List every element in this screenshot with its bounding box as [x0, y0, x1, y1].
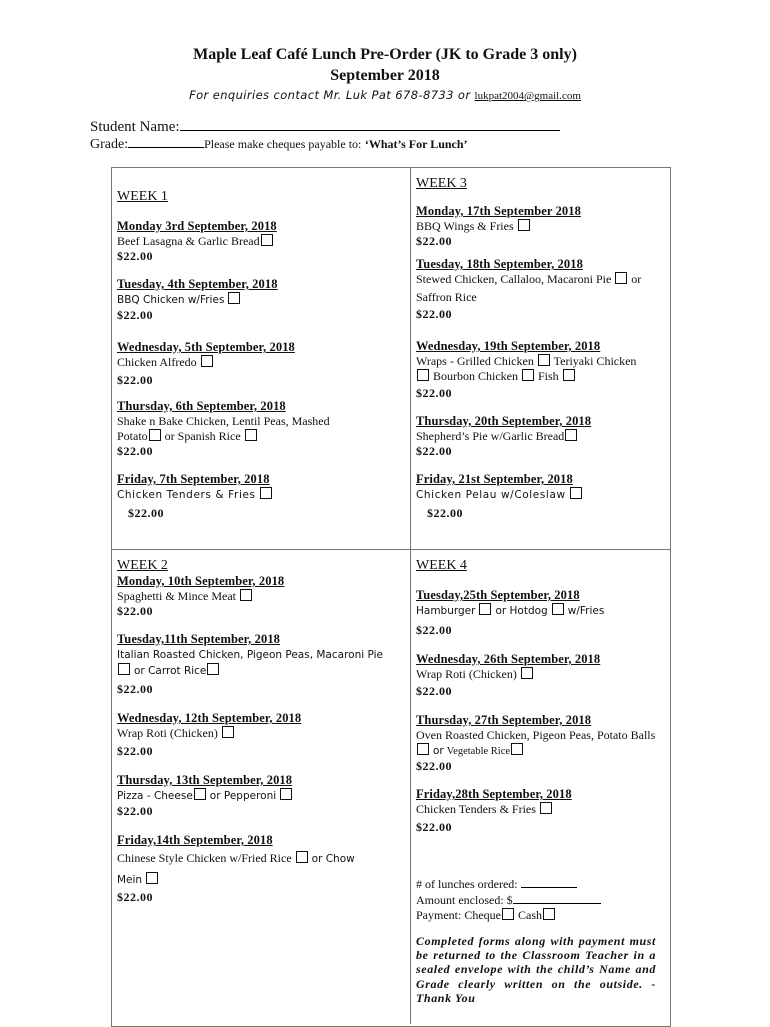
week1-thu-date: Thursday, 6th September, 2018 [117, 399, 286, 413]
week3-fri-price: $22.00 [427, 506, 463, 520]
grade-line[interactable] [128, 135, 204, 148]
grade-label: Grade: [90, 137, 129, 152]
checkbox[interactable] [228, 292, 240, 304]
week1-cell [117, 189, 407, 521]
week2-title: WEEK 2 [117, 558, 168, 573]
week4-wed-date: Wednesday, 26th September, 2018 [416, 652, 601, 666]
week3-wed-meal: Wraps - Grilled Chicken Teriyaki Chicken Bourbon Chicken Fish [416, 354, 637, 383]
week2-cell [117, 558, 407, 905]
checkbox[interactable] [563, 369, 575, 381]
lunches-line[interactable] [521, 876, 577, 888]
week4-thu-meal: Oven Roasted Chicken, Pigeon Peas, Potato Balls or Vegetable Rice [416, 728, 656, 757]
week3-fri-date: Friday, 21st September, 2018 [416, 472, 573, 486]
week1-title: WEEK 1 [117, 189, 168, 204]
week1-wed-meal: Chicken Alfredo [117, 355, 407, 370]
checkbox[interactable] [261, 234, 273, 246]
checkbox[interactable] [538, 354, 550, 366]
week1-mon-date: Monday 3rd September, 2018 [117, 219, 277, 233]
checkbox[interactable] [194, 788, 206, 800]
week2-mon-date: Monday, 10th September, 2018 [117, 574, 285, 588]
amount-enclosed-field[interactable]: Amount enclosed: $ [416, 892, 666, 908]
checkbox[interactable] [207, 663, 219, 675]
week4-tue-date: Tuesday,25th September, 2018 [416, 588, 580, 602]
week4-fri-price: $22.00 [416, 820, 452, 834]
week4-wed-meal: Wrap Roti (Chicken) [416, 667, 706, 682]
checkbox[interactable] [540, 802, 552, 814]
week4-tue-meal: Hamburger or Hotdog w/Fries [416, 605, 605, 617]
week1-mon-price: $22.00 [117, 249, 153, 263]
week4-tue-price: $22.00 [416, 623, 452, 637]
checkbox[interactable] [118, 663, 130, 675]
student-name-field[interactable] [90, 117, 560, 136]
cheque-note: Please make cheques payable to: [204, 137, 362, 151]
checkbox[interactable] [552, 603, 564, 615]
checkbox[interactable] [522, 369, 534, 381]
week1-thu-price: $22.00 [117, 444, 153, 458]
week1-fri-price: $22.00 [128, 506, 164, 520]
week2-thu-price: $22.00 [117, 804, 153, 818]
week4-thu-date: Thursday, 27th September, 2018 [416, 713, 592, 727]
week1-wed-date: Wednesday, 5th September, 2018 [117, 340, 295, 354]
week2-mon-price: $22.00 [117, 604, 153, 618]
checkbox[interactable] [570, 487, 582, 499]
checkbox[interactable] [479, 603, 491, 615]
week1-mon-meal: Beef Lasagna & Garlic Bread [117, 234, 407, 249]
checkbox[interactable] [222, 726, 234, 738]
week3-title: WEEK 3 [416, 176, 467, 191]
week1-fri-meal: Chicken Tenders & Fries [117, 487, 407, 503]
contact-text: For enquiries contact Mr. Luk Pat 678-8733 or [189, 88, 471, 102]
week2-wed-meal: Wrap Roti (Chicken) [117, 726, 407, 741]
row-divider [111, 549, 671, 550]
week3-mon-meal: BBQ Wings & Fries [416, 219, 706, 234]
week3-fri-meal: Chicken Pelau w/Coleslaw [416, 487, 706, 503]
payee: ‘What’s For Lunch’ [364, 137, 468, 151]
week3-wed-price: $22.00 [416, 386, 452, 400]
week2-fri-price: $22.00 [117, 890, 153, 904]
week2-wed-price: $22.00 [117, 744, 153, 758]
week3-thu-price: $22.00 [416, 444, 452, 458]
week3-thu-date: Thursday, 20th September, 2018 [416, 414, 592, 428]
week2-thu-meal: Pizza - Cheese or Pepperoni [117, 788, 407, 804]
week2-tue-meal: Italian Roasted Chicken, Pigeon Peas, Macaroni Pie or Carrot Rice [117, 649, 383, 677]
week3-tue-date: Tuesday, 18th September, 2018 [416, 257, 583, 271]
checkbox[interactable] [280, 788, 292, 800]
cash-checkbox[interactable] [543, 908, 555, 920]
contact-email[interactable]: lukpat2004@gmail.com [474, 90, 581, 102]
week2-tue-price: $22.00 [117, 682, 153, 696]
week1-thu-meal: Shake n Bake Chicken, Lentil Peas, Mashed Potato or Spanish Rice [117, 414, 330, 443]
student-name-label: Student Name: [90, 119, 180, 135]
week1-tue-date: Tuesday, 4th September, 2018 [117, 277, 278, 291]
grade-field[interactable] [90, 135, 468, 153]
checkbox[interactable] [521, 667, 533, 679]
checkbox[interactable] [511, 743, 523, 755]
payment-method: Payment: Cheque Cash [416, 908, 666, 923]
week2-mon-meal: Spaghetti & Mince Meat [117, 589, 407, 604]
checkbox[interactable] [245, 429, 257, 441]
checkbox[interactable] [240, 589, 252, 601]
week1-wed-price: $22.00 [117, 373, 153, 387]
week4-wed-price: $22.00 [416, 684, 452, 698]
checkbox[interactable] [260, 487, 272, 499]
week2-fri-meal: Chinese Style Chicken w/Fried Rice or Chow Mein [117, 851, 355, 886]
checkbox[interactable] [296, 851, 308, 863]
checkbox[interactable] [518, 219, 530, 231]
form-month: September 2018 [330, 67, 440, 84]
checkbox[interactable] [201, 355, 213, 367]
week4-title: WEEK 4 [416, 558, 467, 573]
amount-line[interactable] [513, 892, 601, 904]
week3-mon-price: $22.00 [416, 234, 452, 248]
checkbox[interactable] [417, 743, 429, 755]
checkbox[interactable] [615, 272, 627, 284]
lunches-ordered-field[interactable]: # of lunches ordered: [416, 876, 666, 892]
week4-fri-meal: Chicken Tenders & Fries [416, 802, 706, 817]
week1-fri-date: Friday, 7th September, 2018 [117, 472, 270, 486]
week3-wed-date: Wednesday, 19th September, 2018 [416, 339, 601, 353]
checkbox[interactable] [149, 429, 161, 441]
week3-tue-meal: Stewed Chicken, Callaloo, Macaroni Pie or Saffron Rice [416, 272, 642, 304]
checkbox[interactable] [146, 872, 158, 884]
week3-thu-meal: Shepherd’s Pie w/Garlic Bread [416, 429, 706, 444]
form-title: Maple Leaf Café Lunch Pre-Order (JK to Grade 3 only) [193, 46, 577, 63]
week2-thu-date: Thursday, 13th September, 2018 [117, 773, 293, 787]
week2-fri-date: Friday,14th September, 2018 [117, 833, 273, 847]
week4-fri-date: Friday,28th September, 2018 [416, 787, 572, 801]
student-name-line[interactable] [180, 117, 560, 131]
return-instructions: Completed forms along with payment must be returned to the Classroom Teacher in a sealed envelope with the child’s Name and Grade clearly written on the outside. - Thank You [416, 934, 656, 1005]
week2-tue-date: Tuesday,11th September, 2018 [117, 632, 281, 646]
contact-line [0, 88, 770, 102]
week2-wed-date: Wednesday, 12th September, 2018 [117, 711, 302, 725]
checkbox[interactable] [417, 369, 429, 381]
week4-cell [416, 558, 706, 835]
week3-mon-date: Monday, 17th September 2018 [416, 204, 581, 218]
week3-tue-price: $22.00 [416, 307, 452, 321]
column-divider [410, 167, 411, 1024]
cheque-checkbox[interactable] [502, 908, 514, 920]
week1-tue-meal: BBQ Chicken w/Fries [117, 292, 407, 308]
week3-cell [416, 176, 706, 521]
week4-thu-price: $22.00 [416, 759, 452, 773]
week1-tue-price: $22.00 [117, 308, 153, 322]
order-summary [416, 876, 666, 923]
checkbox[interactable] [565, 429, 577, 441]
